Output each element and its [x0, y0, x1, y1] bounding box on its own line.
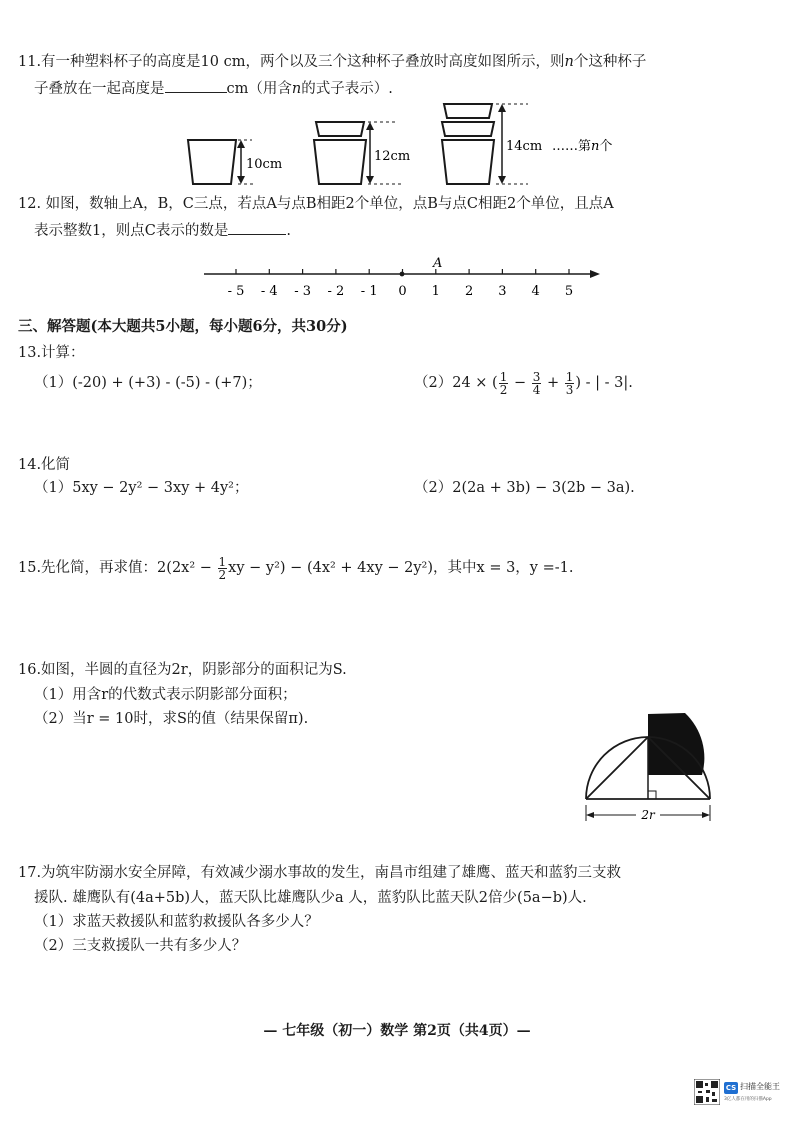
q13-part2: （2）24 × ( $\frac{1}{2}$ − $\frac{3}{4}$ + $\frac{1}{3}$ ) - | - 3|.	[414, 369, 633, 397]
frac-3-4: $\frac{3}{4}$	[532, 369, 541, 397]
frac-1-3: $\frac{1}{3}$	[565, 369, 574, 397]
section-3-title: 三、解答题(本大题共5小题，每小题6分，共30分)	[18, 318, 348, 335]
q17-line2: 援队. 雄鹰队有(4a+5b)人，蓝天队比雄鹰队少a 人，蓝豹队比蓝天队2倍少(5a−b)人.	[34, 890, 587, 906]
axis-tick-label: - 2	[327, 284, 345, 299]
scanner-tagline: 3亿人都在用的扫描App	[724, 1097, 772, 1102]
q12-number-line	[200, 252, 610, 302]
point-a-label: A	[433, 256, 443, 271]
q17-line4: （2）三支救援队一共有多少人？	[34, 938, 247, 954]
q17-line1: 17.为筑牢防溺水安全屏障，有效减少溺水事故的发生，南昌市组建了雄鹰、蓝天和蓝豹三支救	[18, 865, 622, 881]
axis-tick-label: 3	[498, 284, 507, 299]
q13-title: 13.计算：	[18, 345, 85, 361]
axis-tick-label: 1	[431, 284, 440, 299]
axis-tick-label: 4	[531, 284, 540, 299]
q15-line: 15.先化简，再求值：2(2x² − $\frac{1}{2}$ xy − y²) − (4x² + 4xy − 2y²)，其中x = 3，y =-1.	[18, 554, 574, 582]
label-10cm: 10cm	[246, 157, 283, 172]
q12-answer-blank[interactable]	[228, 220, 286, 235]
q11-answer-blank[interactable]	[165, 78, 227, 93]
q11-cups-figure	[180, 100, 640, 192]
page-footer: — 七年级（初一）数学 第2页（共4页）—	[263, 1023, 531, 1039]
frac-1-2-q15: $\frac{1}{2}$	[218, 554, 227, 582]
qr-code-icon	[694, 1079, 720, 1105]
cup-single	[188, 140, 282, 184]
q17-line3: （1）求蓝天救援队和蓝豹救援队各多少人？	[34, 914, 319, 930]
axis-tick-label: - 3	[294, 284, 311, 299]
q16-semicircle-figure	[578, 705, 718, 827]
axis-tick-label: 0	[398, 284, 407, 299]
q11-line1: 11.有一种塑料杯子的高度是10 cm，两个以及三个这种杯子叠放时高度如图所示，则n个这种杯子	[18, 54, 647, 70]
q16-line3: （2）当r = 10时，求S的值（结果保留π).	[34, 711, 309, 727]
cup-triple	[442, 104, 542, 184]
q16-line2: （1）用含r的代数式表示阴影部分面积；	[34, 687, 297, 703]
label-nth: ……第n个	[552, 139, 613, 154]
q14-part2: （2）2(2a + 3b) − 3(2b − 3a).	[414, 480, 635, 496]
axis-tick-label: - 5	[227, 284, 245, 299]
frac-1-2: $\frac{1}{2}$	[499, 369, 508, 397]
q16-line1: 16.如图，半圆的直径为2r，阴影部分的面积记为S.	[18, 662, 347, 678]
scanner-brand: 扫描全能王	[740, 1082, 780, 1091]
q12-line2: 表示整数1，则点C表示的数是 .	[34, 220, 291, 241]
q14-title: 14.化简	[18, 457, 71, 473]
right-angle-mark	[648, 791, 656, 799]
axis-arrow	[590, 270, 600, 278]
q12-line1: 12. 如图，数轴上A，B，C三点，若点A与点B相距2个单位，点B与点C相距2个单位，且点A	[18, 196, 614, 212]
q13-part1: （1）(-20) + (+3) - (-5) - (+7)；	[34, 375, 262, 391]
axis-tick-label: - 4	[260, 284, 278, 299]
q11-line2: 子叠放在一起高度是 cm（用含n的式子表示）.	[34, 78, 393, 99]
cs-badge-icon: CS	[725, 1084, 737, 1092]
axis-tick-label: 2	[464, 284, 474, 299]
diameter-label: 2r	[641, 808, 655, 822]
axis-tick-label: 5	[564, 284, 574, 299]
q14-part1: （1）5xy − 2y² − 3xy + 4y²；	[34, 480, 249, 496]
label-14cm: 14cm	[506, 139, 543, 154]
label-12cm: 12cm	[374, 149, 411, 164]
cup-double	[314, 122, 410, 184]
axis-tick-label: - 1	[360, 284, 378, 299]
chord-left	[586, 737, 648, 799]
